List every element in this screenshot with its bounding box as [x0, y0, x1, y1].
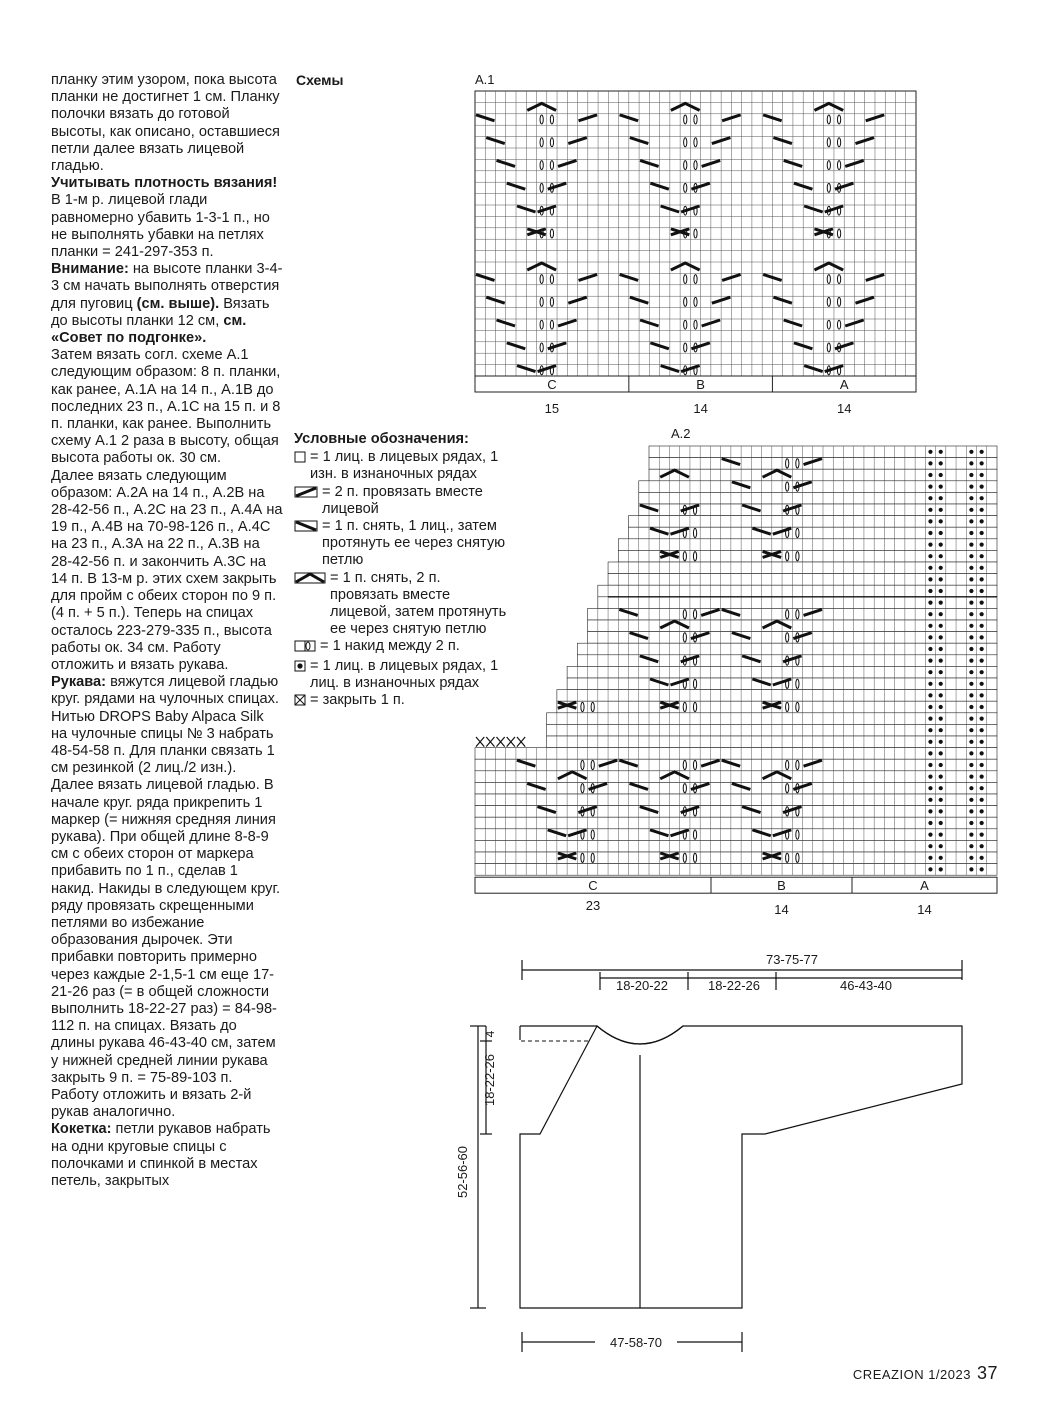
purl-dot-mark	[980, 740, 984, 744]
purl-dot-mark	[980, 519, 984, 523]
purl-dot-mark	[928, 763, 932, 767]
purl-dot-mark	[939, 659, 943, 663]
purl-dot-mark	[928, 833, 932, 837]
purl-dot-mark	[939, 624, 943, 628]
legend-item-text: = 1 лиц. в лицевых рядах, 1 изн. в изнаночных рядах	[310, 449, 499, 483]
purl-dot-mark	[928, 577, 932, 581]
purl-dot-mark	[969, 728, 973, 732]
purl-dot-mark	[969, 589, 973, 593]
legend-item-text: = 1 лиц. в лицевых рядах, 1 лиц. в изнаночных рядах	[310, 657, 499, 691]
purl-dot-mark	[980, 821, 984, 825]
purl-dot-mark	[980, 473, 984, 477]
purl-dot-mark	[980, 786, 984, 790]
purl-dot-mark	[969, 821, 973, 825]
neckline	[597, 1026, 683, 1044]
legend-item-text: = 1 п. снять, 2 п. провязать вместе лицевой, затем протянуть ее через снятую петлю	[330, 569, 507, 638]
purl-dot-mark	[928, 635, 932, 639]
purl-dot-mark	[939, 821, 943, 825]
purl-dot-mark	[969, 775, 973, 779]
purl-dot-mark	[969, 856, 973, 860]
purl-dot-mark	[939, 485, 943, 489]
purl-dot-mark	[939, 728, 943, 732]
purl-dot-mark	[969, 461, 973, 465]
purl-dot-mark	[980, 589, 984, 593]
purl-dot-mark	[939, 867, 943, 871]
page-number: 37	[976, 1363, 998, 1383]
purl-dot-mark	[980, 612, 984, 616]
purl-dot-mark	[969, 844, 973, 848]
section-label: A	[839, 377, 849, 392]
purl-dot-mark	[928, 496, 932, 500]
purl-dot-mark	[969, 485, 973, 489]
section-label: C	[547, 377, 557, 392]
purl-dot-mark	[969, 508, 973, 512]
dim-seg2: 18-22-26	[707, 978, 761, 993]
purl-dot-mark	[939, 670, 943, 674]
purl-dot-mark	[980, 763, 984, 767]
section-label: A	[920, 878, 929, 894]
purl-dot-mark	[969, 751, 973, 755]
purl-dot-mark	[980, 798, 984, 802]
purl-dot-mark	[980, 485, 984, 489]
purl-dot-mark	[928, 798, 932, 802]
purl-dot-mark	[980, 496, 984, 500]
purl-dot-mark	[969, 543, 973, 547]
grid-row	[577, 643, 997, 655]
paragraph-text: В 1-м р. лицевой глади равномерно убавить 1-3-1 п., но не выполнять убавки на петлях планки = 241-297-353 п.	[51, 192, 270, 261]
purl-dot-mark	[939, 809, 943, 813]
purl-dot-mark	[969, 566, 973, 570]
bold-term: Учитывать плотность вязания!	[51, 175, 278, 192]
chart-a2-grid	[475, 446, 997, 893]
purl-dot-mark	[980, 659, 984, 663]
chart-a2-title: А.2	[671, 426, 691, 441]
page-footer	[853, 1363, 998, 1384]
section-count: 15	[544, 401, 560, 416]
purl-dot-mark	[969, 577, 973, 581]
purl-dot-mark	[980, 554, 984, 558]
dim-total-length: 52-56-60	[455, 1145, 470, 1199]
paragraph-text: Работу отложить и вязать 2-й рукав аналогично.	[51, 1086, 252, 1121]
purl-dot-mark	[928, 554, 932, 558]
purl-dot-mark	[939, 763, 943, 767]
purl-dot-mark	[969, 786, 973, 790]
paragraph-text: вяжутся лицевой гладью круг. рядами на чулочных спицах.	[51, 674, 279, 708]
purl-dot-mark	[969, 601, 973, 605]
purl-dot-mark	[969, 635, 973, 639]
purl-dot-mark	[928, 821, 932, 825]
purl-dot-mark	[939, 833, 943, 837]
schemes-heading: Схемы	[296, 72, 344, 88]
purl-dot-mark	[928, 670, 932, 674]
grid-row	[475, 748, 997, 760]
chart-a1-title: А.1	[475, 72, 495, 87]
purl-dot-mark	[939, 717, 943, 721]
purl-dot-mark	[969, 682, 973, 686]
purl-dot-mark	[980, 844, 984, 848]
purl-dot-mark	[928, 717, 932, 721]
purl-dot-mark	[969, 670, 973, 674]
purl-dot-mark	[980, 670, 984, 674]
purl-dot-mark	[928, 728, 932, 732]
paragraph-text: планку этим узором, пока высота планки не достигнет 1 см. Планку полочки вязать до готовой высоты, как описано, оставшиеся петли далее вязать лицевой гладью.	[51, 72, 280, 175]
purl-dot-mark	[980, 566, 984, 570]
chart-a2-section-bar	[475, 877, 997, 893]
purl-dot-mark	[980, 508, 984, 512]
purl-dot-mark	[969, 705, 973, 709]
purl-dot-mark	[980, 833, 984, 837]
purl-dot-mark	[928, 566, 932, 570]
grid-row	[639, 481, 997, 493]
purl-dot-mark	[928, 856, 932, 860]
purl-dot-mark	[939, 450, 943, 454]
grid-row	[639, 492, 997, 504]
purl-dot-mark	[939, 844, 943, 848]
purl-dot-mark	[928, 844, 932, 848]
legend-item-text: = закрыть 1 п.	[310, 692, 405, 709]
grid-row	[598, 585, 997, 597]
purl-dot-mark	[928, 659, 932, 663]
purl-dot-mark	[928, 589, 932, 593]
purl-dot-mark	[969, 833, 973, 837]
purl-dot-mark	[928, 519, 932, 523]
section-count: 14	[836, 401, 852, 416]
purl-dot-mark	[980, 635, 984, 639]
section-label: B	[696, 377, 705, 392]
purl-dot-mark	[939, 543, 943, 547]
section-count: 23	[585, 898, 601, 914]
grid-row	[475, 852, 997, 864]
purl-dot-mark	[969, 717, 973, 721]
purl-dot-mark	[980, 867, 984, 871]
purl-dot-mark	[939, 531, 943, 535]
purl-dot-mark	[939, 589, 943, 593]
purl-dot-mark	[980, 543, 984, 547]
purl-dot-mark	[969, 867, 973, 871]
purl-dot-mark	[928, 543, 932, 547]
bold-term: Кокетка:	[51, 1121, 112, 1138]
purl-dot-mark	[980, 450, 984, 454]
dim-neck-depth: 4	[483, 1030, 497, 1038]
purl-dot-mark	[928, 647, 932, 651]
purl-dot-mark	[980, 809, 984, 813]
dim-armhole-depth: 18-22-26	[482, 1053, 497, 1107]
purl-dot-mark	[969, 473, 973, 477]
legend-title: Условные обозначения:	[294, 431, 469, 447]
purl-dot-mark	[969, 763, 973, 767]
bold-term: см. «Совет по подгонке».	[51, 312, 247, 347]
purl-dot-mark	[969, 809, 973, 813]
legend-item-text: = 2 п. провязать вместе лицевой	[322, 483, 483, 517]
purl-dot-mark	[928, 775, 932, 779]
purl-dot-mark	[939, 705, 943, 709]
section-count: 14	[774, 902, 789, 918]
purl-dot-mark	[928, 751, 932, 755]
purl-dot-mark	[980, 647, 984, 651]
purl-dot-mark	[928, 624, 932, 628]
purl-dot-mark	[969, 554, 973, 558]
purl-dot-mark	[939, 508, 943, 512]
purl-dot-mark	[928, 740, 932, 744]
purl-dot-mark	[969, 519, 973, 523]
purl-dot-mark	[928, 601, 932, 605]
purl-dot-mark	[928, 508, 932, 512]
purl-dot-mark	[939, 647, 943, 651]
purl-dot-mark	[928, 786, 932, 790]
purl-dot-mark	[980, 531, 984, 535]
purl-dot-mark	[980, 577, 984, 581]
legend-item-text: = 1 накид между 2 п.	[320, 638, 460, 655]
legend-item-text: = 1 п. снять, 1 лиц., затем протянуть ее через снятую петлю	[322, 518, 506, 569]
purl-dot-mark	[928, 612, 932, 616]
purl-dot-mark	[928, 473, 932, 477]
purl-dot-mark	[969, 624, 973, 628]
purl-dot-mark	[939, 798, 943, 802]
purl-dot-mark	[969, 496, 973, 500]
grid-row	[475, 864, 997, 876]
grid-row	[475, 817, 997, 829]
magazine-issue: CREAZION 1/2023	[852, 1367, 971, 1382]
purl-dot-mark	[928, 682, 932, 686]
purl-dot-mark	[939, 740, 943, 744]
purl-dot-mark	[969, 612, 973, 616]
purl-dot-mark	[939, 601, 943, 605]
purl-dot-mark	[939, 577, 943, 581]
paragraph-text: Нитью DROPS Baby Alpaca Silk на чулочные спицы № 3 набрать 48-54-58 п. Для планки связать 1 см резинкой (2 лиц./2 изн.). Далее вязать лицевой гладью. В начале круг. ряда прикрепить 1 маркер (= нижняя средняя линия рукава). При общей длине 8-8-9 см с обеих сторон от маркера прибавить по 1 п., сделав 1 накид. Накиды в следующем круг. ряду провязать скрещенными петлями во избежание образования дырочек. Эти прибавки повторить примерно через каждые 2-1,5-1 см еще 17-21-26 раз (= в общей сложности выполнить 18-22-27 раз) = 84-98-112 п. на спицах. Вязать до длины рукава 46-43-40 см, затем у нижней средней линии рукава закрыть 9 п. = 75-89-103 п.	[51, 708, 281, 1086]
dim-top-total: 73-75-77	[765, 952, 819, 967]
purl-dot-mark	[969, 450, 973, 454]
purl-dot-mark	[928, 531, 932, 535]
purl-dot-mark	[980, 751, 984, 755]
purl-dot-mark	[980, 693, 984, 697]
purl-dot-mark	[928, 485, 932, 489]
purl-dot-mark	[939, 635, 943, 639]
purl-dot-mark	[969, 798, 973, 802]
purl-dot-mark	[969, 740, 973, 744]
purl-dot-mark	[980, 682, 984, 686]
purl-dot-mark	[980, 856, 984, 860]
section-count: 14	[693, 401, 708, 416]
grid-row	[598, 597, 997, 609]
purl-dot-mark	[939, 612, 943, 616]
dim-seg3: 46-43-40	[839, 978, 893, 993]
purl-dot-mark	[928, 693, 932, 697]
purl-dot-mark	[939, 519, 943, 523]
grid-row	[475, 771, 997, 783]
purl-dot-mark	[980, 624, 984, 628]
purl-dot-mark	[980, 717, 984, 721]
purl-dot-mark	[939, 554, 943, 558]
purl-dot-mark	[939, 566, 943, 570]
purl-dot-mark	[939, 461, 943, 465]
purl-dot-mark	[939, 693, 943, 697]
dim-bottom-width: 47-58-70	[609, 1335, 663, 1350]
dim-seg1: 18-20-22	[615, 978, 669, 993]
purl-dot-mark	[980, 728, 984, 732]
section-count: 14	[917, 902, 932, 918]
bold-term: (см. выше).	[136, 295, 220, 312]
purl-dot-mark	[928, 867, 932, 871]
purl-dot-mark	[928, 461, 932, 465]
paragraph-text: петли рукавов набрать на одни круговые спицы с полочками и спинкой в местах петель, закрытых	[51, 1121, 271, 1189]
paragraph-text: на высоте планки 3-4-3 см начать выполнять отверстия для пуговиц	[51, 261, 283, 312]
garment-outline	[520, 1026, 962, 1308]
purl-dot-mark	[969, 647, 973, 651]
purl-dot-mark	[939, 786, 943, 790]
purl-dot-mark	[969, 531, 973, 535]
purl-dot-mark	[939, 682, 943, 686]
bold-term: Рукава:	[51, 674, 107, 691]
purl-dot-mark	[928, 705, 932, 709]
purl-dot-mark	[939, 856, 943, 860]
grid-row	[475, 840, 997, 852]
purl-dot-mark	[969, 659, 973, 663]
bold-term: Внимание:	[51, 261, 129, 278]
paragraph-text: Затем вязать согл. схеме А.1 следующим образом: 8 п. планки, как ранее, А.1А на 14 п., А.1В до последних 23 п., А.1С на 15 п. и 8 п. планки, как ранее. Выполнить схему А.1 2 раза в высоту, общая высота работы ок. 30 см.	[51, 347, 281, 467]
purl-dot-mark	[980, 705, 984, 709]
purl-dot-mark	[939, 775, 943, 779]
purl-dot-mark	[939, 751, 943, 755]
paragraph-text: Далее вязать следующим образом: А.2А на 14 п., А.2В на 28-42-56 п., А.2С на 23 п., А.4А на 19 п., А.4В на 70-98-126 п., А.4С на 23 п., А.3А на 22 п., А.3В на 28-42-56 п. и закончить А.3С на 14 п. В 13-м р. этих схем закрыть для пройм с обеих сторон по 9 п. (4 п. + 5 п.). Теперь на спицах осталось 223-279-335 п., высота работы ок. 34 см. Работу отложить и вязать рукава.	[51, 467, 283, 673]
section-label: B	[777, 878, 786, 894]
purl-dot-mark	[980, 775, 984, 779]
purl-dot-mark	[969, 693, 973, 697]
purl-dot-mark	[928, 809, 932, 813]
section-label: C	[588, 878, 598, 894]
purl-dot-mark	[980, 601, 984, 605]
purl-dot-mark	[928, 450, 932, 454]
paragraph-text: Вязать до высоты планки 12 см,	[51, 295, 270, 329]
purl-dot-mark	[980, 461, 984, 465]
purl-dot-mark	[939, 473, 943, 477]
garment-schematic	[470, 960, 962, 1352]
purl-dot-mark	[939, 496, 943, 500]
grid-row	[475, 794, 997, 806]
